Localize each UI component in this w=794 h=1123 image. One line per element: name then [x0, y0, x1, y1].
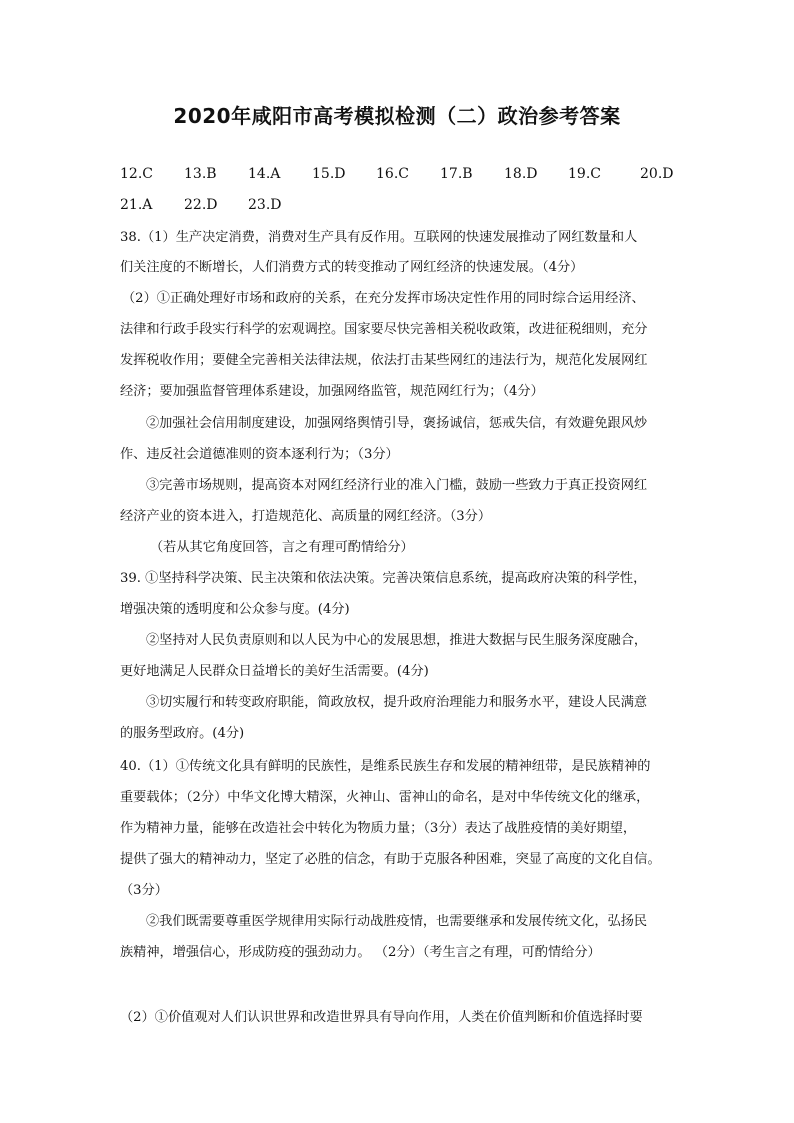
text-line: 38.（1）生产决定消费，消费对生产具有反作用。互联网的快速发展推动了网红数量和人: [120, 230, 638, 245]
text-line: 提供了强大的精神动力，坚定了必胜的信念，有助于克服各种困难，突显了高度的文化自信。: [120, 852, 661, 867]
answer-18: 18.D: [504, 166, 538, 182]
text-line: 更好地满足人民群众日益增长的美好生活需要。(4分): [120, 664, 429, 679]
answer-row-2: [120, 197, 680, 223]
answer-21: 21.A: [120, 197, 153, 213]
text-line: 的服务型政府。(4分): [120, 726, 245, 741]
text-line: ③完善市场规则，提高资本对网红经济行业的准入门槛，鼓励一些致力于真正投资网红: [146, 478, 648, 493]
text-line: ②加强社会信用制度建设，加强网络舆情引导，褒扬诚信，惩戒失信，有效避免跟风炒: [146, 416, 648, 431]
text-line: ②坚持对人民负责原则和以人民为中心的发展思想，推进大数据与民生服务深度融合，: [146, 633, 648, 648]
answer-13: 13.B: [184, 166, 217, 182]
text-line: 40.（1）①传统文化具有鲜明的民族性，是维系民族生存和发展的精神纽带，是民族精神的: [120, 759, 651, 774]
text-line: ②我们既需要尊重医学规律用实际行动战胜疫情，也需要继承和发展传统文化，弘扬民: [146, 914, 648, 929]
answer-19: 19.C: [568, 166, 601, 182]
text-line: （2）①价值观对人们认识世界和改造世界具有导向作用，人类在价值判断和价值选择时要: [120, 1010, 643, 1025]
text-line: 法律和行政手段实行科学的宏观调控。国家要尽快完善相关税收政策，改进征税细则，充分: [120, 322, 648, 337]
answer-23: 23.D: [248, 197, 282, 213]
text-line: （2）①正确处理好市场和政府的关系，在充分发挥市场决定性作用的同时综合运用经济、: [122, 291, 645, 306]
document-title: 2020年咸阳市高考模拟检测（二）政治参考答案: [173, 104, 621, 128]
answer-row-1: [120, 166, 680, 192]
text-line: ③切实履行和转变政府职能，简政放权，提升政府治理能力和服务水平，建设人民满意: [146, 695, 648, 710]
text-line: 经济产业的资本进入，打造规范化、高质量的网红经济。（3分）: [120, 509, 492, 524]
text-line: 族精神，增强信心，形成防疫的强劲动力。 （2分）（考生言之有理，可酌情给分）: [120, 945, 601, 960]
text-line: 作为精神力量，能够在改造社会中转化为物质力量；（3分）表达了战胜疫情的美好期望，: [120, 821, 637, 836]
text-line: 作、违反社会道德准则的资本逐利行为；（3分）: [120, 447, 399, 462]
text-line: （若从其它角度回答，言之有理可酌情给分）: [150, 540, 414, 555]
answer-14: 14.A: [248, 166, 281, 182]
answer-16: 16.C: [376, 166, 409, 182]
text-line: 增强决策的透明度和公众参与度。(4分): [120, 602, 350, 617]
answer-15: 15.D: [312, 166, 346, 182]
text-line: （3分）: [120, 883, 168, 898]
answer-20: 20.D: [640, 166, 674, 182]
text-line: 经济；要加强监督管理体系建设，加强网络监管，规范网红行为；（4分）: [120, 384, 544, 399]
text-line: 重要载体；（2分）中华文化博大精深，火神山、雷神山的命名，是对中华传统文化的继承，: [120, 790, 650, 805]
text-line: 39. ①坚持科学决策、民主决策和依法决策。完善决策信息系统，提高政府决策的科学性，: [120, 571, 647, 586]
answer-17: 17.B: [440, 166, 473, 182]
text-line: 们关注度的不断增长，人们消费方式的转变推动了网红经济的快速发展。（4分）: [120, 260, 584, 275]
answer-22: 22.D: [184, 197, 218, 213]
answer-12: 12.C: [120, 166, 153, 182]
text-line: 发挥税收作用；要健全完善相关法律法规，依法打击某些网红的违法行为，规范化发展网红: [120, 353, 648, 368]
